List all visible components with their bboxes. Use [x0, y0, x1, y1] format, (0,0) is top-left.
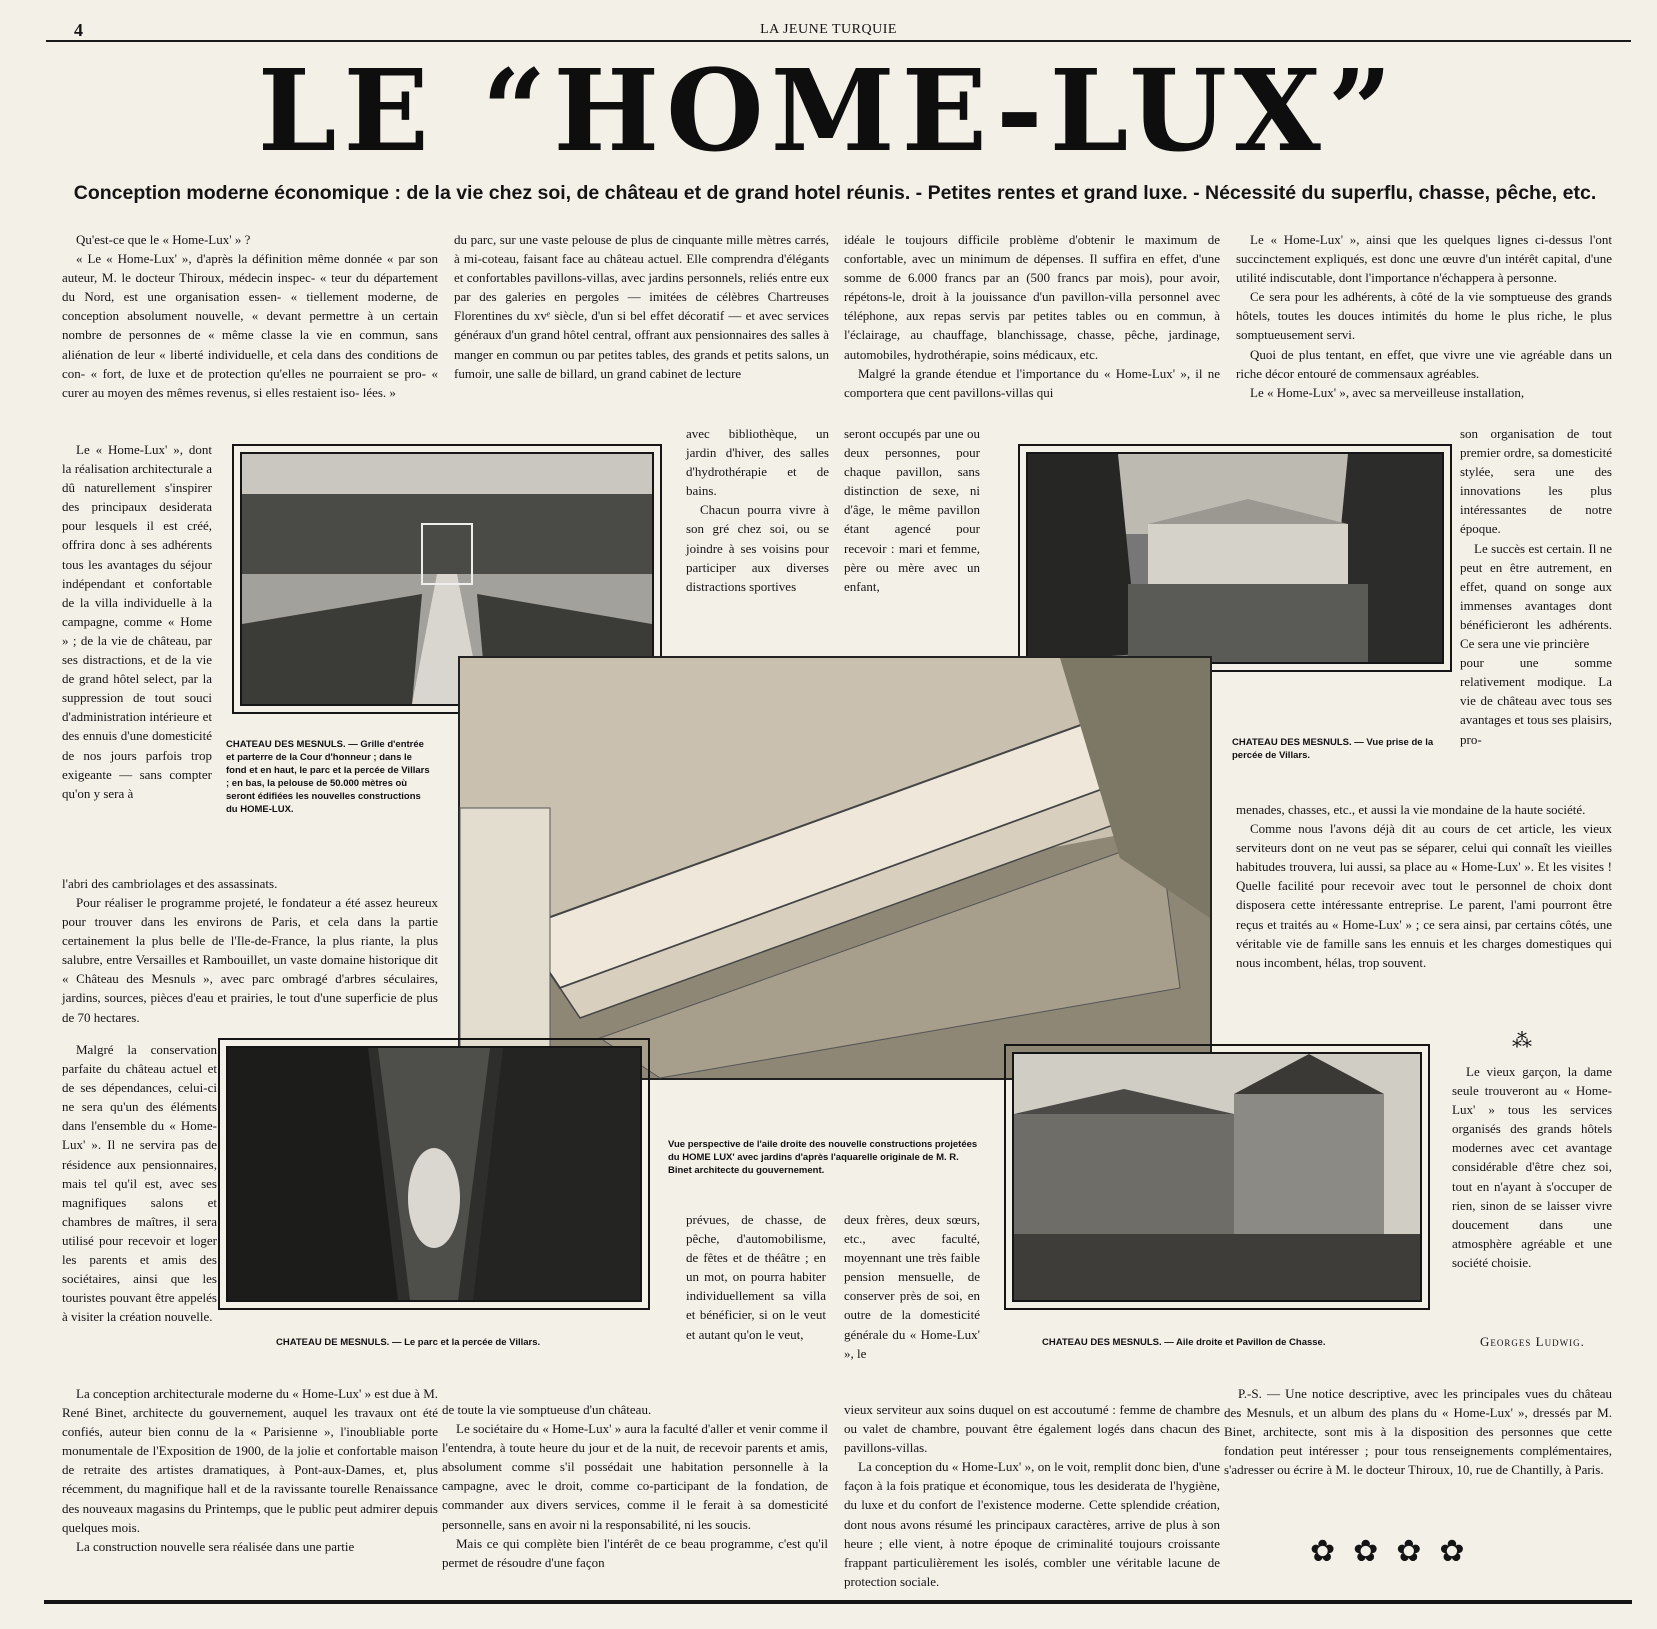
col4-narrow	[1460, 424, 1612, 794]
mid2-bottom	[442, 1400, 828, 1596]
signature: Georges Ludwig.	[1480, 1334, 1585, 1349]
section-stars: ⁂	[1512, 1030, 1532, 1052]
col1-para3	[62, 1040, 217, 1384]
flower-icon: ✿	[1310, 1535, 1354, 1568]
col1-narrow-text: Le « Home-Lux' », dont la réalisation architecturale a dû naturellement s'inspirer des principaux desiderata pour lesquels il est créé, offrira donc à ses adhérents tous les avantages du séjour indépendant et confortable de la villa individuelle à la campagne, comme « Home » ; de la vie de château, par ses distractions, et de la vie de grand hôtel select, par la suppression de tout souci d'administration intérieure et des ennuis d'une domesticité de nos jours parfois trop exigeante — sans compter qu'on y sera à	[62, 442, 212, 801]
col3-narrow-text: seront occupés par une ou deux personnes, pour chaque pavillon, sans distinction de sexe, ni d'âge, le même pavillon étant agencé pour recevoir : mari et femme, père ou mère avec un enfant,	[844, 426, 980, 594]
col2-narrow2-text: Chacun pourra vivre à son gré chez soi, ou se joindre à ses voisins pour participer aux diverses distractions sportives	[686, 502, 829, 594]
mid2-bottom-text: de toute la vie somptueuse d'un château.	[442, 1402, 652, 1417]
page-number: 4	[74, 20, 83, 40]
col2-narrow-text: avec bibliothèque, un jardin d'hiver, des salles d'hydrothérapie et de bains.	[686, 426, 829, 499]
mid3-bottom-p2-text: La conception du « Home-Lux' », on le voit, remplit donc bien, d'une façon à la fois pratique et économique, tous les desiderata de l'hygiène, du luxe et du confort de l'existence moderne. Cette splendide création, dont nous avons résumé les principaux caractères, arrive de plus à son heure ; elle vient, à notre époque de criminalité toujours croissante frappant particulièrement les isolés, combler une véritable lacune de protection sociale.	[844, 1459, 1220, 1589]
col4-top	[1236, 230, 1612, 426]
mid2-narrow-text: prévues, de chasse, de pêche, d'automobilisme, de fêtes et de théâtre ; en un mot, on pourra habiter individuellement sa villa et bénéficier, si on le veut et autant qu'on le veut,	[686, 1212, 826, 1342]
col4-para2-text: Ce sera pour les adhérents, à côté de la vie somptueuse des grands hôtels, toutes les douces intimités du home le plus riche, le plus somptueusement servi.	[1236, 289, 1612, 343]
flower-icon: ✿	[1396, 1535, 1440, 1568]
mid2-bottom-p2-text: Le sociétaire du « Home-Lux' » aura la faculté d'aller et venir comme il l'entendra, à toute heure du jour et de la nuit, de recevoir parents et amis, absolument comme s'il possédait une habitation personnelle à la campagne, avec le droit, comme co-participant de la fondation, de commander aux divers services, comme il le ferait à sa domesticité personnelle, sans en avoir ni la responsabilité, ni les soucis.	[442, 1421, 828, 1532]
col1-intro-def: « Le « Home-Lux' », d'après la définition même donnée « par son auteur, M. le docteur Thiroux, médecin inspec- « teur du département du Nord, est une organisation essen- « tiellement moderne, de conception absolument nouvelle, « devant permettre à un certain nombre de personnes de « même classe la vie en commun, sans aliénation de leur « liberté individuelle, et cela dans des conditions de con- « fort, de luxe et de protection qu'elles ne pourraient se pro- « curer au moyen des mêmes revenus, si elles restaient iso- lées. »	[62, 251, 438, 400]
col4-para6-text: Le vieux garçon, la dame seule trouveront au « Home-Lux' » tous les services organisés des grands hôtels modernes avec cet avantage considérable d'être chez soi, tout en n'ayant à s'occuper de rien, sinon de se laisser vivre doucement dans une atmosphère agréable et une société choisie.	[1452, 1064, 1612, 1270]
flower-ornament	[1310, 1534, 1483, 1569]
postscript-text: P.-S. — Une notice descriptive, avec les principales vues du château des Mesnuls, et un album des plans du « Home-Lux' », dressés par M. Binet, architecte, sont mis à la disposition des personnes que cette fondation peut intéresser ; pour tous renseignements complémentaires, s'adresser ou écrire à M. le docteur Thiroux, 10, rue de Chantilly, à Paris.	[1224, 1386, 1612, 1478]
newspaper-name: LA JEUNE TURQUIE	[760, 22, 897, 37]
perspective-drawing	[460, 658, 1210, 1078]
col1-para4-text: La conception architecturale moderne du « Home-Lux' » est due à M. René Binet, architecte du gouvernement, auquel les travaux ont été confiés, auteur bien connu de la « Parisienne », l'inoubliable porte monumentale de l'Exposition de 1900, de la jolie et confortable maison de retraite des artistes dramatiques, à Pont-aux-Dames, et, plus récemment, du magnifique hall et de la ravissante tourelle Renaissance des nouveaux magasins du Printemps, que le public peut admirer depuis quelques mois.	[62, 1386, 438, 1535]
col2-narrow	[686, 424, 829, 644]
col4-para3-text: Quoi de plus tentant, en effet, que vivre une vie agréable dans un riche décor entouré de commensaux agréables.	[1236, 346, 1612, 381]
col2-top-text: du parc, sur une vaste pelouse de plus de cinquante mille mètres carrés, à mi-coteau, faisant face au château actuel. Elle comprendra d'élégants et confortables pavillons-villas, avec jardins personnels, reliés entre eux par des galeries en pergoles — imitées de célèbres Chartreuses Florentines du xvᵉ siècle, d'un si bel effet décoratif — et avec services généraux d'un grand hôtel central, offrant aux pensionnaires des salles à manger en commun ou par petites tables, des grands et petits salons, un fumoir, une salle de billard, un grand cabinet de lecture	[454, 232, 829, 381]
mid3-bottom	[844, 1400, 1220, 1596]
col1-intro-q: Qu'est-ce que le « Home-Lux' » ?	[76, 232, 251, 247]
photo-park-image	[228, 1048, 640, 1300]
col2-top	[454, 230, 829, 426]
center-perspective-illustration	[458, 656, 1212, 1080]
caption-center: Vue perspective de l'aile droite des nouvelle constructions projetées du HOME LUX' avec jardins d'après l'aquarelle originale de M. R. Binet architecte du gouvernement.	[668, 1139, 978, 1176]
photo-percee-view	[1026, 452, 1444, 664]
col4-para4a-text: Le « Home-Lux' », avec sa merveilleuse installation,	[1250, 384, 1525, 400]
mid3-bottom-text: vieux serviteur aux soins duquel on est accoutumé : femme de chambre ou valet de chambre, pouvant être également logés dans chacun des pavillons-villas.	[844, 1402, 1220, 1456]
col3-top	[844, 230, 1220, 400]
col3-top-text: idéale le toujours difficile problème d'obtenir le maximum de confortable, avec un minimum de dépenses. Il suffira en effet, d'une somme de 6.000 francs par an (500 francs par mois), pour avoir, répétons-le, droit à la jouissance d'un pavillon-villa personnel avec téléphone, aux repas servis par petites tables ou en commun, à l'éclairage, au chauffage, blanchissage, chasse, pêche, jardinage, automobiles, hydrothérapie, soins médicaux, etc.	[844, 232, 1220, 362]
col4-para1-text: Le « Home-Lux' », ainsi que les quelques lignes ci-dessus l'ont succinctement expliqués, est donc une œuvre d'un intérêt capital, d'une utilité indiscutable, dont l'importance n'échappera à personne.	[1236, 232, 1612, 286]
caption-photo1: CHATEAU DES MESNULS. — Grille d'entrée et parterre de la Cour d'honneur ; dans le fond et en haut, le parc et la percée de Villars ; en bas, la pelouse de 50.000 mètres où seront édifiées les nouvelles constructions du HOME-LUX.	[226, 739, 430, 815]
col4-narrow2-text: Le succès est certain. Il ne peut en être autrement, en effet, quand on songe aux immenses avantages dont bénéficieront les adhérents. Ce sera une vie princière	[1460, 540, 1612, 652]
photo-percee-image	[1028, 454, 1442, 662]
col1-para4	[62, 1384, 438, 1594]
col3-para2-text: Malgré la grande étendue et l'importance du « Home-Lux' », il ne comportera que cent pavillons-villas qui	[844, 365, 1220, 400]
caption-photo3: CHATEAU DE MESNULS. — Le parc et la percée de Villars.	[276, 1337, 541, 1348]
article-title: LE “HOME-LUX”	[257, 46, 1400, 177]
col1-para2	[62, 893, 438, 1039]
photo-hunting-pavilion	[1012, 1052, 1422, 1302]
postscript	[1224, 1384, 1612, 1534]
col1-para3-text: Malgré la conservation parfaite du château actuel et de ses dépendances, celui-ci ne sera qu'un des éléments dans l'ensemble du « Home-Lux' ». Il ne servira pas de résidence aux pensionnaires, mais tel qu'il est, avec ses magnifiques salons et chambres de maîtres, il sera utilisé pour recevoir et loger les parents et amis des sociétaires, ainsi que les touristes pouvant être appelés à visiter la création nouvelle.	[62, 1042, 217, 1325]
flower-icon: ✿	[1439, 1535, 1483, 1568]
col4-wide-text: menades, chasses, etc., et aussi la vie mondaine de la haute société.	[1236, 802, 1586, 817]
mid2-bottom-p3-text: Mais ce qui complète bien l'intérêt de ce beau programme, c'est qu'il permet de résoudre d'une façon	[442, 1535, 828, 1570]
footer-rule	[44, 1600, 1632, 1604]
col4-narrow3-text: pour une somme relativement modique. La vie de château avec tous ses avantages et tous ses plaisirs, pro-	[1460, 655, 1612, 747]
col4-para5-text: Comme nous l'avons déjà dit au cours de cet article, les vieux serviteurs dont on ne veut pas se séparer, celui qui connaît les vieilles habitudes trouvera, lui aussi, sa place au « Home-Lux' ». Et les visites ! Quelle facilité pour recevoir avec tout le personnel de choix dont disposera cette intéressante entreprise. Le parent, l'ami pourront être reçus et traités au « Home-Lux' » ; ce sera ainsi, par certains côtés, une véritable vie de famille sans les ennuis et les charges domestiques qui nous incombent, hélas, trop souvent.	[1236, 821, 1612, 970]
mid2-narrow	[686, 1210, 826, 1396]
col3-narrow	[844, 424, 980, 644]
col4-middle	[1236, 800, 1612, 1026]
photo-park	[226, 1046, 642, 1302]
col1-wide-text: l'abri des cambriolages et des assassinats.	[62, 876, 278, 891]
col4-para6	[1452, 1062, 1612, 1334]
caption-photo4: CHATEAU DES MESNULS. — Aile droite et Pavillon de Chasse.	[1042, 1337, 1326, 1348]
mid3-narrow-text: deux frères, deux sœurs, etc., avec faculté, moyennant une très faible pension mensuelle, de conserver près de soi, en outre de la domesticité générale du « Home-Lux' », le	[844, 1212, 980, 1361]
photo-pavilion-image	[1014, 1054, 1420, 1300]
col1-intro	[62, 230, 438, 438]
col1-narrow	[62, 440, 212, 880]
caption-photo2: CHATEAU DES MESNULS. — Vue prise de la percée de Villars.	[1232, 737, 1434, 761]
article-subtitle: Conception moderne économique : de la vie chez soi, de château et de grand hotel réunis. - Petites rentes et grand luxe. - Nécessité du superflu, chasse, pêche, etc.	[73, 182, 1597, 204]
col1-para2-text: Pour réaliser le programme projeté, le fondateur a été assez heureux pour trouver dans les environs de Paris, et cela dans la partie certainement la plus belle de l'Ile-de-France, la plus riante, la plus salubre, entre Versailles et Rambouillet, un vaste domaine historique dit « Château des Mesnuls », avec parc ombragé d'arbres séculaires, jardins, sources, pièces d'eau et prairies, le tout d'une superficie de plus de 70 hectares.	[62, 895, 438, 1025]
col4-narrow-text: son organisation de tout premier ordre, sa domesticité stylée, sera une des innovations les plus intéressantes de notre époque.	[1460, 426, 1612, 537]
col1-para5-text: La construction nouvelle sera réalisée dans une partie	[76, 1538, 355, 1554]
flower-icon: ✿	[1353, 1535, 1397, 1568]
mid3-narrow	[844, 1210, 980, 1396]
col1-wide	[62, 874, 438, 894]
